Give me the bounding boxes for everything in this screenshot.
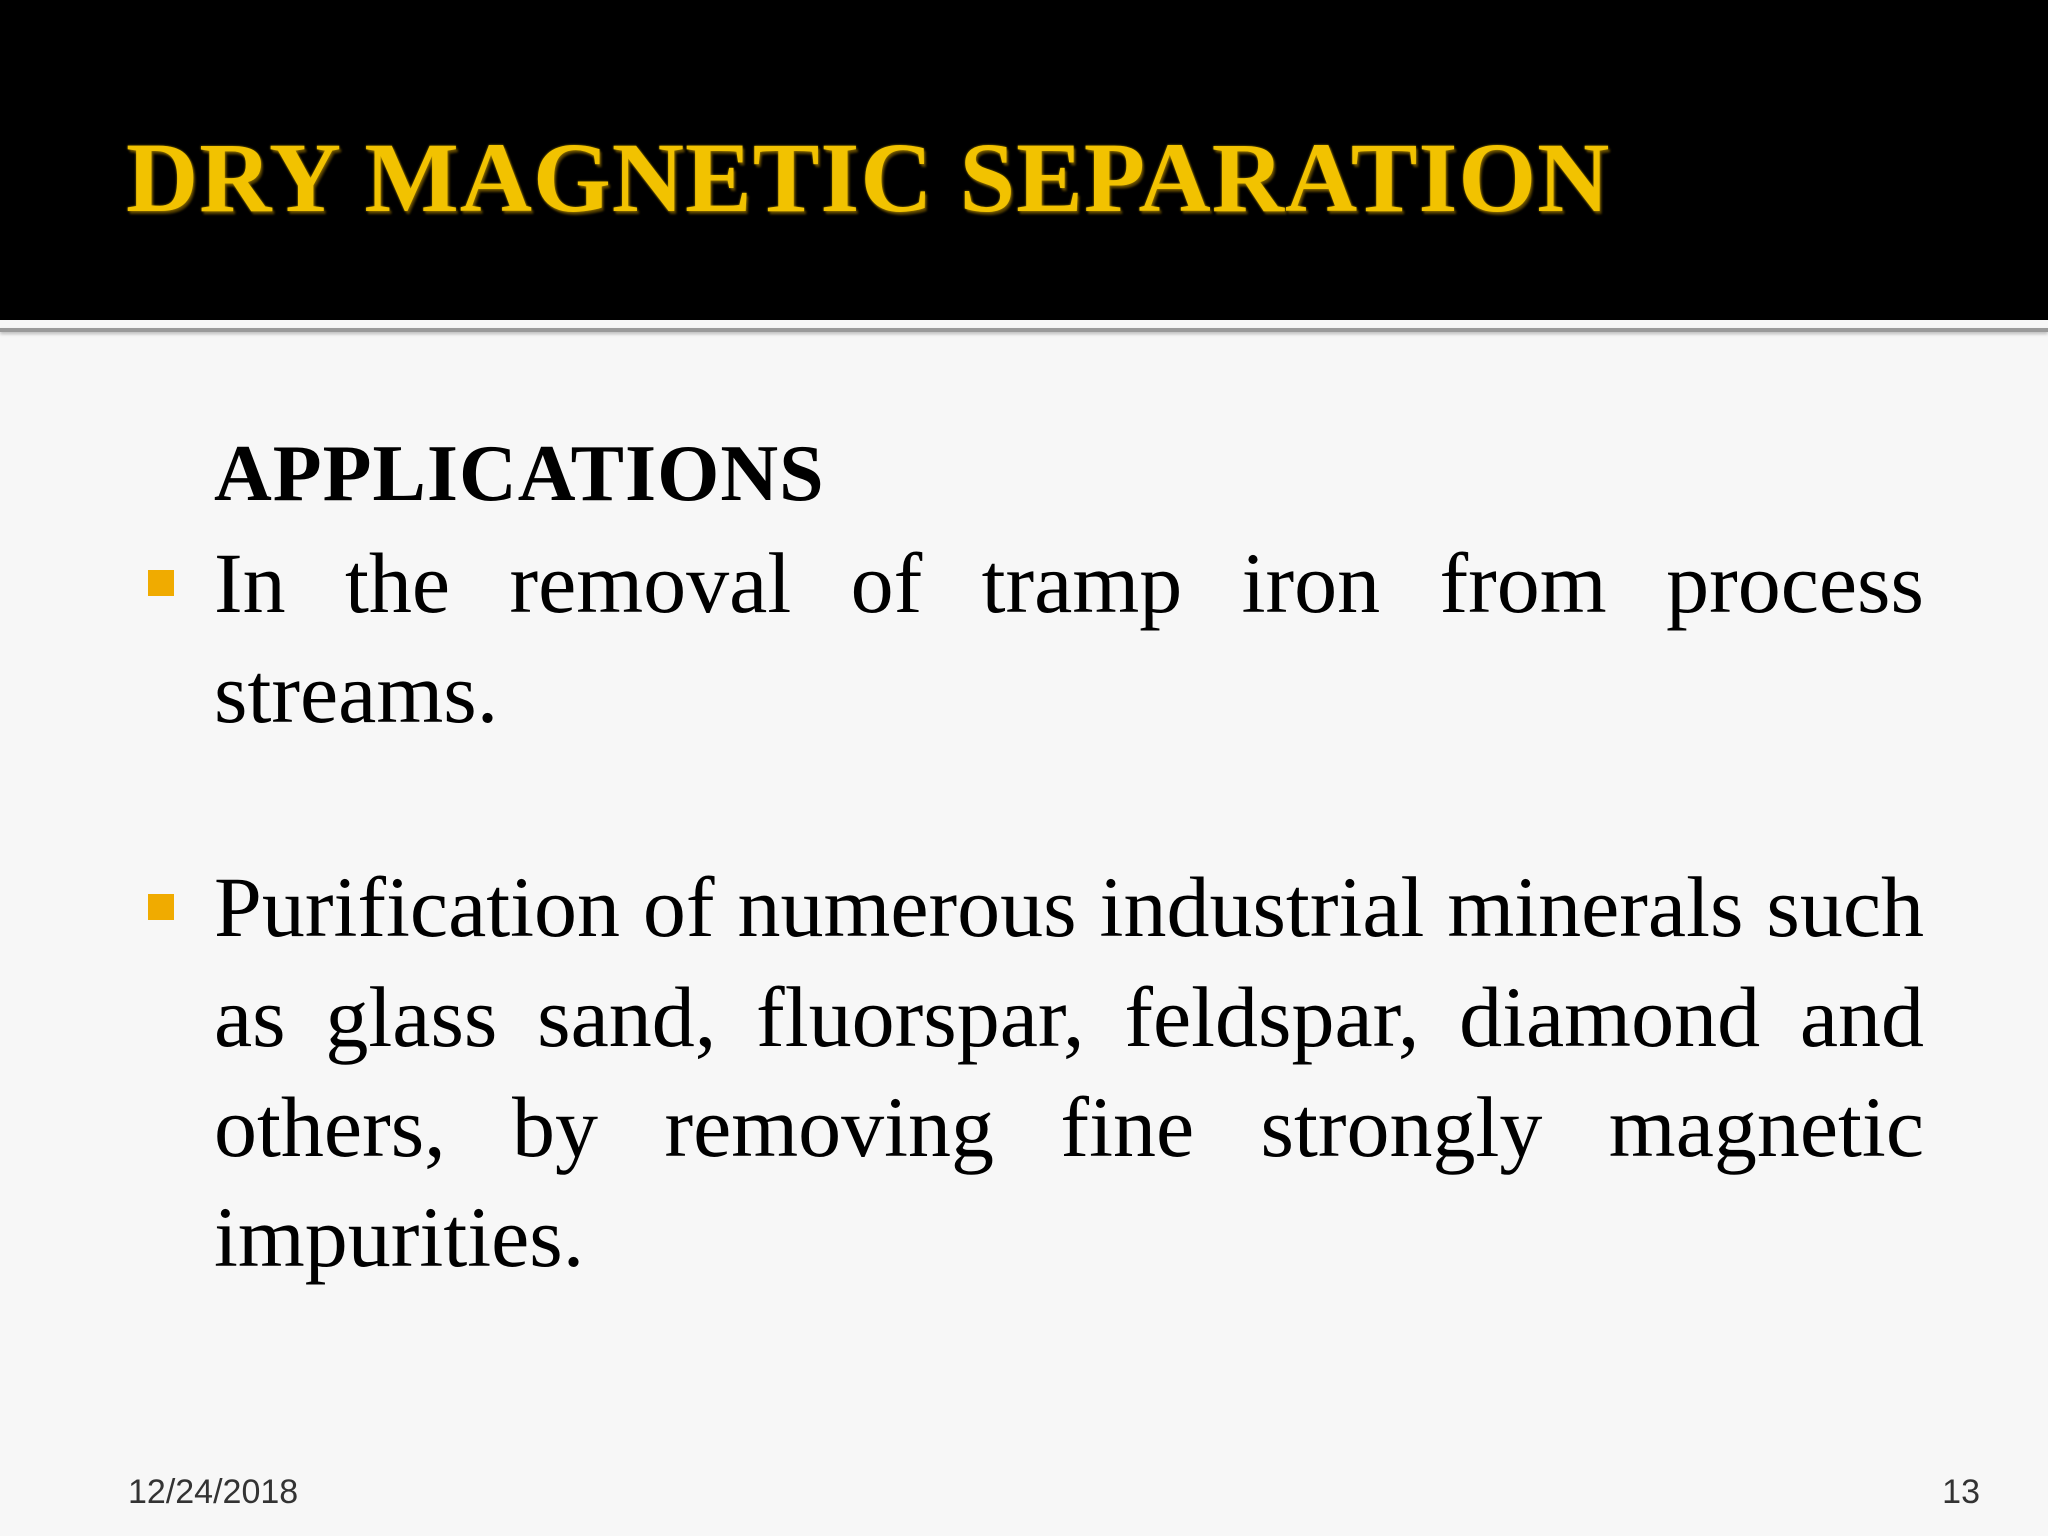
square-bullet-icon — [148, 570, 174, 596]
section-heading: APPLICATIONS — [214, 430, 825, 518]
slide-title: DRY MAGNETIC SEPARATION — [126, 122, 1611, 233]
bullet-text: Purification of numerous industrial minerals such as glass sand, fluorspar, feldspar, diamond and others, by removing fine strongly magnetic impurities. — [214, 859, 1924, 1285]
bullet-text: In the removal of tramp iron from process streams. — [214, 535, 1924, 741]
footer-date: 12/24/2018 — [128, 1473, 299, 1511]
bullet-item — [214, 528, 1924, 748]
title-band — [0, 0, 2048, 320]
square-bullet-icon — [148, 894, 174, 920]
title-divider — [0, 328, 2048, 332]
bullet-item — [214, 852, 1924, 1292]
slide-content — [214, 420, 1924, 1292]
page-number: 13 — [1942, 1473, 1980, 1511]
